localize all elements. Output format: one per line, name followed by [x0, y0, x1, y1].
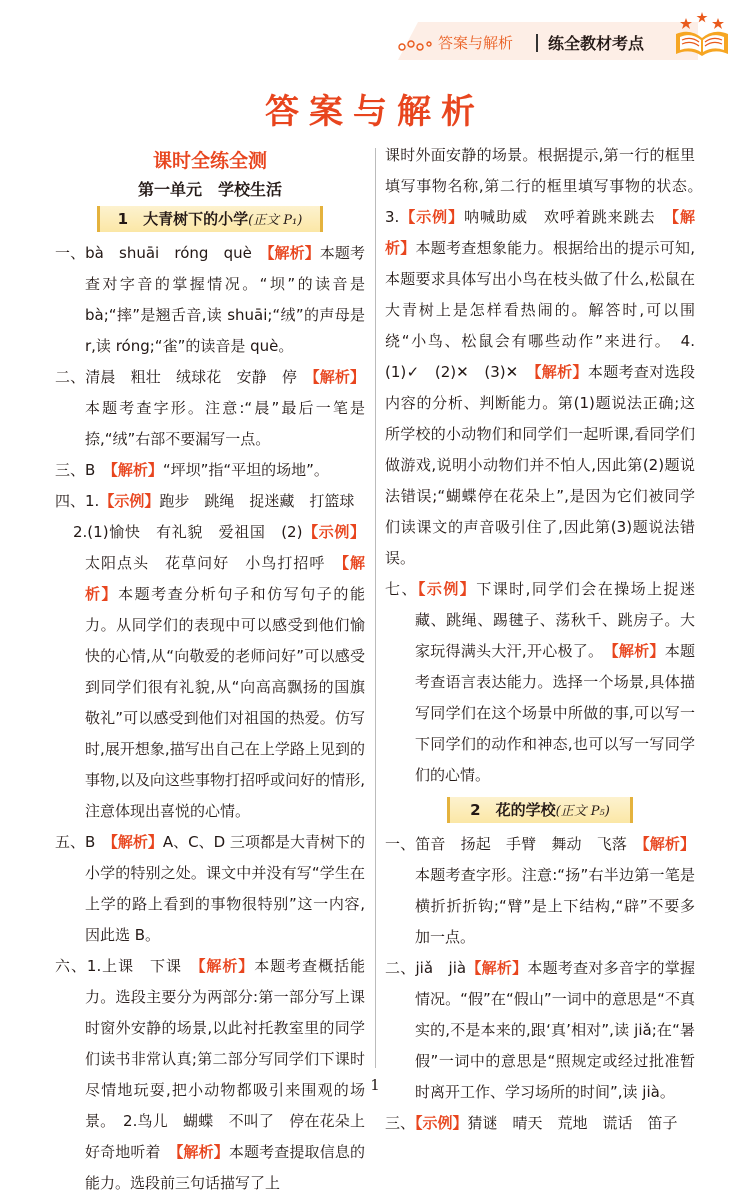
analysis-tag: 【解析】: [175, 1143, 229, 1161]
answer-text: jiǎ jià: [415, 959, 467, 977]
item-number: 五、: [55, 833, 86, 851]
answer-text: 课时外面安静的场景。根据提示,第一行的框里填写事物名称,第二行的框里填写事物的状态。 3.: [385, 146, 711, 226]
lesson-2-title: 2 花的学校: [470, 801, 556, 819]
analysis-text: 本题考查提取信息的能力。选段前三句话描写了上: [85, 1143, 365, 1192]
example-tag: 【示例】: [417, 580, 477, 598]
analysis-tag: 【解析】: [110, 461, 163, 479]
right-column: [385, 140, 711, 1139]
example-text: 跑步 跳绳 捉迷藏 打篮球: [159, 492, 355, 510]
answer-text: 1.上课 下课: [86, 957, 182, 975]
section-title: 课时全练全测: [152, 150, 267, 172]
example-text: 猜谜 晴天 荒地 谎话 笛子: [467, 1114, 678, 1132]
analysis-tag: 【解析】: [312, 368, 365, 386]
analysis-text: 本题考查分析句子和仿写句子的能力。从同学们的表现中可以感受到他们愉快的心情,从“向敬爱的老师问好”可以感受到同学们很有礼貌,从“向高高飘扬的国旗敬礼”可以感受到他们对祖国的热爱。仿写时,展开想象,描写出自己在上学路上见到的事物,以及向这些事物打招呼或问好的情形,注意体现出喜悦的心情。: [85, 585, 365, 820]
page-header: [0, 0, 750, 60]
answer-text: bà shuāi róng què: [85, 244, 252, 262]
example-tag: 【示例】: [99, 492, 160, 510]
lesson-1-title: 1 大青树下的小学: [117, 210, 249, 228]
answer-item: [385, 140, 711, 574]
analysis-tag: 【解析】: [533, 363, 588, 381]
header-right-label: 练全教材考点: [548, 34, 645, 53]
analysis-text: 本题考查字形。注意:“晨”最后一笔是捺,“绒”右部不要漏写一点。: [85, 399, 365, 448]
example-tag: 【示例】: [415, 1114, 468, 1132]
dots-decoration-icon: [398, 38, 432, 52]
lesson-2-source: (正文 P₅): [555, 804, 610, 819]
analysis-text: 本题考查语言表达能力。选择一个场景,具体描写同学们在这个场景中所做的事,可以写一下同学们的动作和神态,也可以写一写同学们的心情。: [415, 642, 695, 784]
answer-item: [385, 829, 695, 953]
example-text: 太阳点头 花草问好 小鸟打招呼: [85, 554, 326, 572]
item-number: 一、: [55, 244, 86, 262]
item-number: 二、: [385, 959, 416, 977]
answer-item: [55, 486, 365, 517]
analysis-text: A、C、D 三项都是大青树下的小学的特别之处。课文中并没有写“学生在上学的路上看到的事物很特别”这一内容,因此选 B。: [85, 833, 365, 944]
answer-text: B: [85, 461, 96, 479]
analysis-tag: 【解析】: [642, 835, 695, 853]
answer-text: 2.(1)愉快 有礼貌 爱祖国 (2): [73, 523, 303, 541]
item-number: 三、: [385, 1114, 416, 1132]
header-left-label: 答案与解析: [438, 34, 514, 52]
unit-title: 第一单元 学校生活: [137, 180, 282, 199]
lesson-1-source: (正文 P₁): [248, 213, 303, 228]
analysis-text: 本题考查概括能力。选段主要分为两部分:第一部分写上课时窗外安静的场景,以此衬托教室里的同学们读书非常认真;第二部分写同学们下课时尽情地玩耍,把小动物都吸引来围观的场景。 2.鸟儿 蝴蝶 不叫了 停在花朵上 好奇地听着: [85, 957, 381, 1161]
page-number: 1: [370, 1076, 380, 1094]
answer-text: B: [85, 833, 96, 851]
item-number: 七、: [385, 580, 418, 598]
answer-item: [55, 827, 365, 951]
answer-item: [55, 238, 365, 362]
analysis-tag: 【解析】: [266, 244, 320, 262]
answer-text: 清晨 粗壮 绒球花 安静 停: [85, 368, 297, 386]
answer-item: [55, 517, 365, 827]
open-book-with-stars-icon: [672, 10, 732, 58]
example-text: 呐喊助威 欢呼着跳来跳去: [464, 208, 656, 226]
analysis-text: “坪坝”指“平坦的场地”。: [162, 461, 329, 479]
answer-text: 1.: [85, 492, 100, 510]
answer-item: [55, 455, 365, 486]
lesson-1-banner: [97, 206, 323, 232]
analysis-tag: 【解析】: [611, 642, 665, 660]
item-number: 六、: [55, 957, 87, 975]
analysis-tag: 【解析】: [110, 833, 163, 851]
lesson-2-banner: [447, 797, 633, 823]
analysis-tag: 【解析】: [85, 554, 365, 603]
answer-item: [385, 574, 695, 791]
analysis-tag: 【解析】: [385, 208, 695, 257]
item-number: 一、: [385, 835, 416, 853]
answer-item: [55, 362, 365, 455]
answer-item: [55, 951, 381, 1199]
answer-item: [385, 1108, 695, 1139]
item-number: 二、: [55, 368, 86, 386]
column-divider: [375, 148, 376, 1068]
page-title: 答案与解析: [265, 92, 485, 132]
header-separator: [536, 34, 538, 52]
analysis-text: 本题考查对字音的掌握情况。“坝”的读音是 bà;“摔”是翘舌音,读 shuāi;“绒”的声母是 r,读 róng;“雀”的读音是 què。: [85, 244, 365, 355]
example-tag: 【示例】: [399, 208, 465, 226]
analysis-text: 本题考查对多音字的掌握情况。“假”在“假山”一词中的意思是“不真实的,不是本来的,跟‘真’相对”,读 jiǎ;在“暑假”一词中的意思是“照规定或经过批准暂时离开工作、学习场所的时间”,读 jià。: [415, 959, 695, 1101]
example-tag: 【示例】: [302, 523, 365, 541]
analysis-text: 本题考查想象能力。根据给出的提示可知,本题要求具体写出小鸟在枝头做了什么,松鼠在大青树上是怎样看热闹的。解答时,可以围绕“小鸟、松鼠会有哪些动作”来进行。 4.(1)✓ (2)✕ (3)✕: [385, 239, 695, 381]
analysis-text: 本题考查对选段内容的分析、判断能力。第(1)题说法正确;这所学校的小动物们和同学们一起听课,看同学们做游戏,说明小动物们并不怕人,因此第(2)题说法错误;“蝴蝶停在花朵上”,是因为它们被同学们读课文的声音吸引住了,因此第(3)题说法错误。: [385, 363, 695, 567]
analysis-text: 本题考查字形。注意:“扬”右半边第一笔是横折折折钩;“臂”是上下结构,“辟”不要多加一点。: [415, 866, 695, 946]
item-number: 三、: [55, 461, 86, 479]
item-number: 四、: [55, 492, 86, 510]
left-column: [55, 140, 381, 1199]
example-text: 下课时,同学们会在操场上捉迷藏、跳绳、踢毽子、荡秋千、跳房子。大家玩得满头大汗,开心极了。: [415, 580, 695, 660]
answer-text: 笛音 扬起 手臂 舞动 飞落: [415, 835, 627, 853]
analysis-tag: 【解析】: [466, 959, 528, 977]
analysis-tag: 【解析】: [197, 957, 255, 975]
